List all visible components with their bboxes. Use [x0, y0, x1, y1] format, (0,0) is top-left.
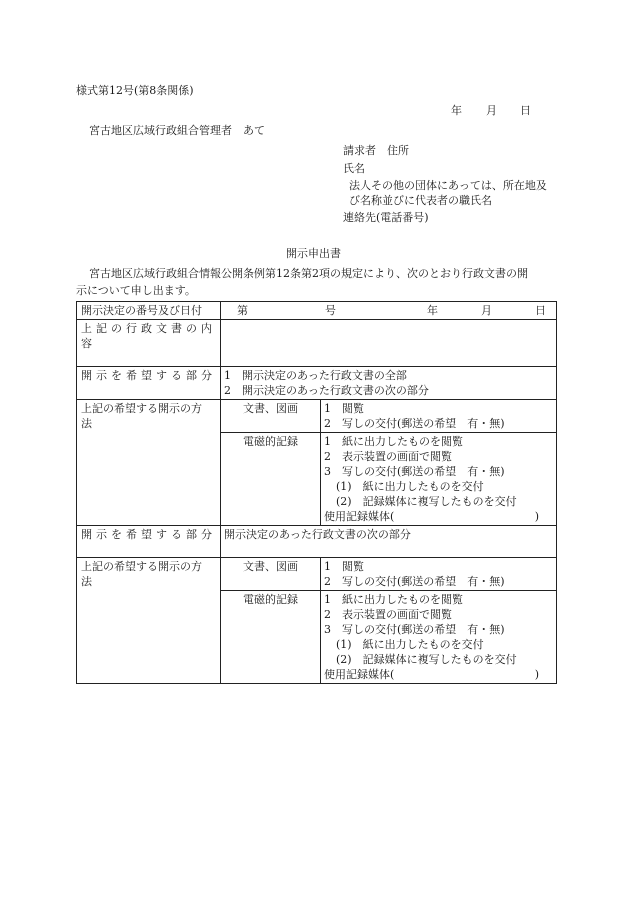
electronic-sub-option-media[interactable]: (2) 記録媒体に複写したものを交付 [336, 495, 517, 508]
decision-no-label: 第 [237, 304, 248, 317]
paper2-options-cell[interactable] [321, 558, 557, 591]
date-day-label: 日 [520, 104, 531, 117]
electronic2-option-print-view[interactable]: 1 紙に出力したものを閲覧 [324, 593, 463, 606]
decision-label: 開示決定の番号及び日付 [77, 302, 221, 320]
paper2-type-label: 文書、図画 [221, 558, 321, 591]
method-label: 上記の希望する開示の方 法 [77, 400, 221, 526]
intro-line-1: 宮古地区広域行政組合情報公開条例第12条第2項の規定により、次のとおり行政文書の開 [89, 267, 528, 280]
paper-type-label: 文書、図画 [221, 400, 321, 433]
content-label: 上記の行政文書の内容 [77, 320, 221, 367]
electronic-option-screen-view[interactable]: 2 表示装置の画面で閲覧 [324, 450, 452, 463]
corporate-note-line-1: 法人その他の団体にあっては、所在地及 [349, 179, 547, 192]
paper-options-cell[interactable] [321, 400, 557, 433]
intro-line-2: 示について申し出ます。 [76, 284, 196, 297]
decision-value-cell[interactable] [221, 302, 557, 320]
paper-option-copy[interactable]: 2 写しの交付(郵送の希望 有・無) [324, 417, 505, 430]
contact-label: 連絡先(電話番号) [343, 211, 429, 224]
electronic-options-cell[interactable] [321, 433, 557, 526]
electronic-option-copy[interactable]: 3 写しの交付(郵送の希望 有・無) [324, 465, 505, 478]
requester-name-label: 氏名 [343, 162, 365, 175]
electronic2-type-label: 電磁的記録 [221, 591, 321, 684]
paper2-option-copy[interactable]: 2 写しの交付(郵送の希望 有・無) [324, 575, 505, 588]
decision-month-label: 月 [481, 304, 492, 317]
part-option-all[interactable]: 1 開示決定のあった行政文書の全部 [224, 369, 407, 382]
electronic-type-label: 電磁的記録 [221, 433, 321, 526]
page-title: 開示申出書 [286, 247, 341, 260]
corporate-note-line-2: び名称並びに代表者の職氏名 [349, 194, 492, 207]
decision-year-label: 年 [427, 304, 438, 317]
form-number: 様式第12号(第8条関係) [76, 84, 194, 97]
electronic2-sub-option-media[interactable]: (2) 記録媒体に複写したものを交付 [336, 653, 517, 666]
paper-option-view[interactable]: 1 閲覧 [324, 402, 364, 415]
method2-paper-row [77, 558, 557, 591]
addressee: 宮古地区広域行政組合管理者 あて [89, 124, 265, 137]
part2-row [77, 526, 557, 558]
requester-address-label: 請求者 住所 [343, 144, 409, 157]
decision-row [77, 302, 557, 320]
part-label: 開示を希望する部分 [77, 367, 221, 400]
method2-label: 上記の希望する開示の方 法 [77, 558, 221, 684]
content-row [77, 320, 557, 367]
part-options-cell[interactable] [221, 367, 557, 400]
electronic2-option-copy[interactable]: 3 写しの交付(郵送の希望 有・無) [324, 623, 505, 636]
electronic-option-print-view[interactable]: 1 紙に出力したものを閲覧 [324, 435, 463, 448]
media-field[interactable]: 使用記録媒体( ) [324, 510, 539, 523]
paper2-option-view[interactable]: 1 閲覧 [324, 560, 364, 573]
part2-value-cell[interactable]: 開示決定のあった行政文書の次の部分 [221, 526, 557, 558]
request-form-table [76, 301, 557, 684]
electronic2-options-cell[interactable] [321, 591, 557, 684]
date-month-label: 月 [486, 104, 497, 117]
part2-label: 開示を希望する部分 [77, 526, 221, 558]
electronic2-option-screen-view[interactable]: 2 表示装置の画面で閲覧 [324, 608, 452, 621]
decision-go-label: 号 [325, 304, 336, 317]
part-option-partial[interactable]: 2 開示決定のあった行政文書の次の部分 [224, 384, 429, 397]
decision-day-label: 日 [535, 304, 546, 317]
electronic-sub-option-paper[interactable]: (1) 紙に出力したものを交付 [336, 480, 484, 493]
content-value-cell[interactable] [221, 320, 557, 367]
part-row [77, 367, 557, 400]
media2-field[interactable]: 使用記録媒体( ) [324, 668, 539, 681]
method-paper-row [77, 400, 557, 433]
electronic2-sub-option-paper[interactable]: (1) 紙に出力したものを交付 [336, 638, 484, 651]
date-year-label: 年 [451, 104, 462, 117]
